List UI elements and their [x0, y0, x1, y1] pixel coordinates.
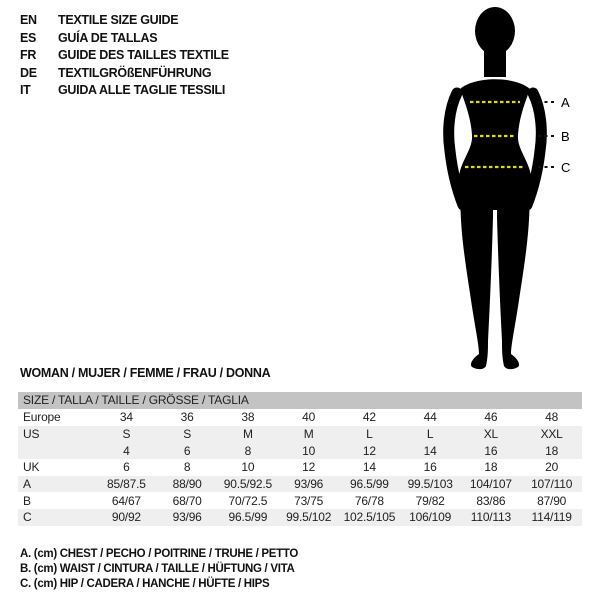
language-code: FR	[20, 48, 37, 62]
table-cell: 96.5/99	[228, 510, 268, 525]
language-label: TEXTILE SIZE GUIDE	[58, 13, 179, 27]
table-cell: XL	[483, 427, 499, 442]
table-cell: 10	[241, 460, 255, 475]
size-table-header: SIZE / TALLA / TAILLE / GRÖSSE / TAGLIA	[18, 392, 582, 409]
table-cell: 44	[423, 410, 437, 425]
row-label: UK	[23, 460, 40, 475]
table-cell: L	[426, 427, 434, 442]
table-cell: 73/75	[294, 493, 324, 508]
table-cell: 34	[119, 410, 133, 425]
table-cell: 76/78	[354, 493, 384, 508]
section-title: WOMAN / MUJER / FEMME / FRAU / DONNA	[20, 366, 271, 380]
language-row-fr	[20, 47, 229, 65]
language-row-es	[20, 30, 229, 48]
size-table	[18, 392, 582, 526]
language-list	[20, 12, 229, 100]
measurement-figure	[420, 5, 585, 372]
table-cell: 6	[183, 443, 191, 458]
table-cell: 20	[545, 460, 559, 475]
language-label: TEXTILGRÖßENFÜHRUNG	[58, 65, 212, 80]
language-row-it	[20, 82, 229, 100]
table-row-europe	[18, 409, 582, 426]
table-cell: 14	[362, 460, 376, 475]
language-row-en	[20, 12, 229, 30]
table-cell: 83/86	[476, 493, 506, 508]
table-cell: 8	[183, 460, 191, 475]
marker-label-a: A	[561, 95, 570, 110]
table-cell: 90.5/92.5	[223, 477, 272, 492]
table-row-hip-c	[18, 509, 582, 526]
language-code: IT	[20, 83, 31, 97]
table-cell: 48	[545, 410, 559, 425]
row-label: A	[23, 477, 31, 492]
table-cell: 93/96	[172, 510, 202, 525]
table-cell: 85/87.5	[107, 477, 146, 492]
table-cell: S	[183, 427, 192, 442]
language-row-de	[20, 65, 229, 83]
table-cell: 16	[484, 443, 498, 458]
legend-waist: B. (cm) WAIST / CINTURA / TAILLE / HÜFTUNG / VITA	[20, 562, 295, 575]
table-cell: 93/96	[294, 477, 324, 492]
row-label: Europe	[23, 410, 61, 425]
table-cell: 18	[484, 460, 498, 475]
table-cell: 99.5/103	[407, 477, 453, 492]
table-cell: S	[122, 427, 131, 442]
table-cell: 68/70	[172, 493, 202, 508]
table-cell: 14	[423, 443, 437, 458]
table-row-chest-a	[18, 476, 582, 493]
language-label: GUIDE DES TAILLES TEXTILE	[58, 48, 229, 62]
marker-label-b: B	[561, 129, 570, 144]
legend-hip: C. (cm) HIP / CADERA / HANCHE / HÜFTE / HIPS	[20, 577, 270, 590]
table-cell: 40	[302, 410, 316, 425]
table-cell: 114/119	[531, 510, 572, 525]
measurement-legend	[20, 547, 298, 591]
table-cell: 102.5/105	[343, 510, 396, 525]
table-cell: 42	[362, 410, 376, 425]
table-cell: 12	[302, 460, 316, 475]
marker-label-c: C	[561, 160, 571, 175]
table-row-uk	[18, 459, 582, 476]
table-cell: 106/109	[409, 510, 452, 525]
table-cell: 107/110	[531, 477, 573, 492]
table-row-us-numbers	[18, 442, 582, 459]
table-cell: 18	[545, 443, 559, 458]
row-label: C	[23, 510, 32, 525]
language-code: EN	[20, 13, 37, 27]
table-cell: 16	[423, 460, 437, 475]
language-code: ES	[20, 30, 37, 45]
woman-silhouette-icon	[449, 7, 542, 369]
table-row-waist-b	[18, 492, 582, 509]
language-label: GUIDA ALLE TAGLIE TESSILI	[58, 83, 226, 97]
table-cell: 99.5/102	[286, 510, 332, 525]
table-row-us-letters	[18, 426, 582, 443]
table-cell: 4	[123, 443, 130, 458]
language-label: GUÍA DE TALLAS	[58, 30, 158, 45]
table-cell: 64/67	[111, 493, 141, 508]
table-cell: 36	[180, 410, 194, 425]
table-cell: L	[366, 427, 373, 442]
row-label	[18, 442, 96, 459]
language-code: DE	[20, 65, 37, 80]
table-cell: 12	[362, 443, 376, 458]
table-cell: 38	[241, 410, 255, 425]
table-cell: 110/113	[470, 510, 511, 525]
table-cell: M	[242, 427, 253, 442]
row-label: US	[23, 427, 40, 442]
table-cell: 46	[484, 410, 498, 425]
table-cell: XXL	[540, 427, 563, 442]
table-cell: 104/107	[469, 477, 512, 492]
table-cell: 6	[123, 460, 130, 475]
table-cell: 10	[302, 443, 316, 458]
table-cell: 8	[244, 443, 252, 458]
legend-chest: A. (cm) CHEST / PECHO / POITRINE / TRUHE / PETTO	[20, 548, 299, 560]
row-label: B	[23, 493, 31, 508]
table-cell: 70/72.5	[228, 493, 268, 508]
table-cell: 88/90	[172, 477, 202, 492]
table-cell: 79/82	[415, 493, 445, 508]
table-cell: 90/92	[111, 510, 141, 525]
table-cell: 96.5/99	[350, 477, 389, 492]
table-cell: M	[303, 427, 314, 442]
table-cell: 87/90	[537, 493, 567, 508]
